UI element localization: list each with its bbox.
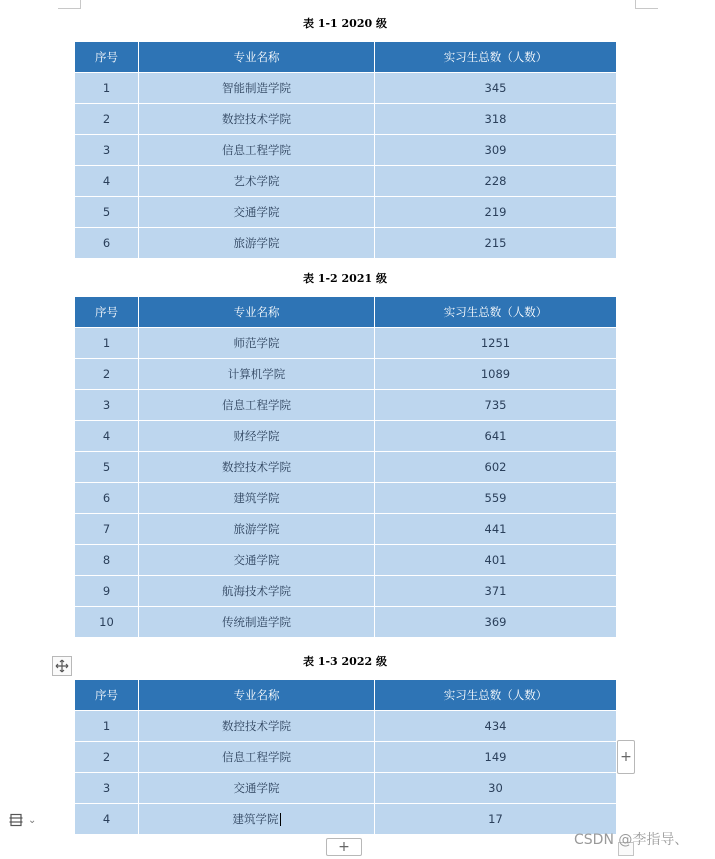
table-cell[interactable]: 371 (375, 576, 617, 607)
table-caption: 表 1-2 2021 级 (303, 272, 387, 285)
table-cell[interactable]: 345 (375, 73, 617, 104)
header-cell-index[interactable]: 序号 (75, 42, 139, 73)
move-icon-glyph (55, 659, 69, 673)
header-cell-major[interactable]: 专业名称 (139, 297, 375, 328)
table-row (75, 390, 617, 421)
table-row (75, 328, 617, 359)
table-row (75, 514, 617, 545)
table-cell[interactable]: 建筑学院 (139, 483, 375, 514)
table-row (75, 742, 617, 773)
table-cell[interactable]: 计算机学院 (139, 359, 375, 390)
header-cell-total[interactable]: 实习生总数（人数） (375, 680, 617, 711)
table-cell[interactable]: 数控技术学院 (139, 711, 375, 742)
table-cell[interactable]: 30 (375, 773, 617, 804)
table-cell[interactable]: 559 (375, 483, 617, 514)
plus-icon: + (620, 749, 632, 765)
data-table-2020 (74, 41, 617, 259)
table-cell[interactable]: 信息工程学院 (139, 390, 375, 421)
table-row (75, 421, 617, 452)
table-row (75, 135, 617, 166)
table-cell[interactable]: 1 (75, 711, 139, 742)
table-cell[interactable]: 交通学院 (139, 197, 375, 228)
table-row (75, 359, 617, 390)
table-cell[interactable]: 602 (375, 452, 617, 483)
table-cell[interactable]: 318 (375, 104, 617, 135)
table-cell[interactable]: 师范学院 (139, 328, 375, 359)
cell-text: 建筑学院 (232, 812, 279, 826)
table-row (75, 452, 617, 483)
table-cell[interactable]: 735 (375, 390, 617, 421)
table-cell[interactable]: 9 (75, 576, 139, 607)
table-cell[interactable]: 17 (375, 804, 617, 835)
table-cell[interactable]: 2 (75, 742, 139, 773)
table-row (75, 545, 617, 576)
header-cell-index[interactable]: 序号 (75, 297, 139, 328)
table-cell[interactable]: 数控技术学院 (139, 104, 375, 135)
table-cell[interactable]: 3 (75, 773, 139, 804)
table-cell[interactable]: 4 (75, 166, 139, 197)
table-cell[interactable]: 航海技术学院 (139, 576, 375, 607)
table-header-row (75, 297, 617, 328)
plus-icon: + (338, 839, 350, 855)
data-table-2021 (74, 296, 617, 638)
table-cell[interactable]: 4 (75, 804, 139, 835)
table-cell[interactable]: 149 (375, 742, 617, 773)
table-cell[interactable]: 信息工程学院 (139, 135, 375, 166)
header-cell-major[interactable]: 专业名称 (139, 680, 375, 711)
table-row (75, 607, 617, 638)
add-column-button[interactable] (326, 838, 362, 856)
table-cell[interactable]: 智能制造学院 (139, 73, 375, 104)
page-corner-marker (58, 0, 81, 9)
table-row (75, 197, 617, 228)
table-row (75, 73, 617, 104)
table-cell[interactable]: 219 (375, 197, 617, 228)
table-cell[interactable]: 传统制造学院 (139, 607, 375, 638)
page-corner-marker (635, 0, 658, 9)
table-cell[interactable]: 2 (75, 359, 139, 390)
table-cell[interactable]: 7 (75, 514, 139, 545)
table-cell[interactable]: 4 (75, 421, 139, 452)
table-cell[interactable]: 1 (75, 73, 139, 104)
table-row (75, 576, 617, 607)
layout-icon (8, 812, 24, 828)
watermark: CSDN @李指导、 (574, 832, 689, 848)
table-cell[interactable] (139, 804, 375, 835)
table-cell[interactable]: 3 (75, 390, 139, 421)
table-cell[interactable]: 旅游学院 (139, 514, 375, 545)
table-cell[interactable]: 旅游学院 (139, 228, 375, 259)
header-cell-total[interactable]: 实习生总数（人数） (375, 42, 617, 73)
header-cell-major[interactable]: 专业名称 (139, 42, 375, 73)
chevron-down-icon: ⌄ (28, 814, 37, 826)
header-cell-total[interactable]: 实习生总数（人数） (375, 297, 617, 328)
table-row (75, 104, 617, 135)
table-caption: 表 1-1 2020 级 (303, 17, 387, 30)
layout-options-menu[interactable] (8, 810, 48, 830)
data-table-2022 (74, 679, 617, 835)
table-cell[interactable]: 数控技术学院 (139, 452, 375, 483)
table-row (75, 228, 617, 259)
table-cell[interactable]: 艺术学院 (139, 166, 375, 197)
table-row (75, 804, 617, 835)
table-cell[interactable]: 5 (75, 452, 139, 483)
add-row-button[interactable] (617, 740, 635, 774)
table-cell[interactable]: 6 (75, 483, 139, 514)
table-row (75, 166, 617, 197)
table-cell[interactable]: 2 (75, 104, 139, 135)
table-cell[interactable]: 3 (75, 135, 139, 166)
table-cell[interactable]: 1 (75, 328, 139, 359)
table-cell[interactable]: 441 (375, 514, 617, 545)
header-cell-index[interactable]: 序号 (75, 680, 139, 711)
table-cell[interactable]: 369 (375, 607, 617, 638)
table-cell[interactable]: 交通学院 (139, 773, 375, 804)
table-cell[interactable]: 215 (375, 228, 617, 259)
move-icon[interactable] (52, 656, 72, 676)
table-cell[interactable]: 1251 (375, 328, 617, 359)
table-cell[interactable]: 财经学院 (139, 421, 375, 452)
table-cell[interactable]: 信息工程学院 (139, 742, 375, 773)
table-cell[interactable]: 8 (75, 545, 139, 576)
table-caption: 表 1-3 2022 级 (303, 655, 387, 668)
table-cell[interactable]: 6 (75, 228, 139, 259)
table-row (75, 711, 617, 742)
table-row (75, 483, 617, 514)
table-cell[interactable]: 1089 (375, 359, 617, 390)
table-header-row (75, 680, 617, 711)
table-cell[interactable]: 5 (75, 197, 139, 228)
table-cell[interactable]: 401 (375, 545, 617, 576)
table-cell[interactable]: 641 (375, 421, 617, 452)
table-cell[interactable]: 434 (375, 711, 617, 742)
table-header-row (75, 42, 617, 73)
table-cell[interactable]: 309 (375, 135, 617, 166)
table-row (75, 773, 617, 804)
table-cell[interactable]: 10 (75, 607, 139, 638)
table-cell[interactable]: 228 (375, 166, 617, 197)
text-cursor (280, 813, 281, 826)
table-cell[interactable]: 交通学院 (139, 545, 375, 576)
